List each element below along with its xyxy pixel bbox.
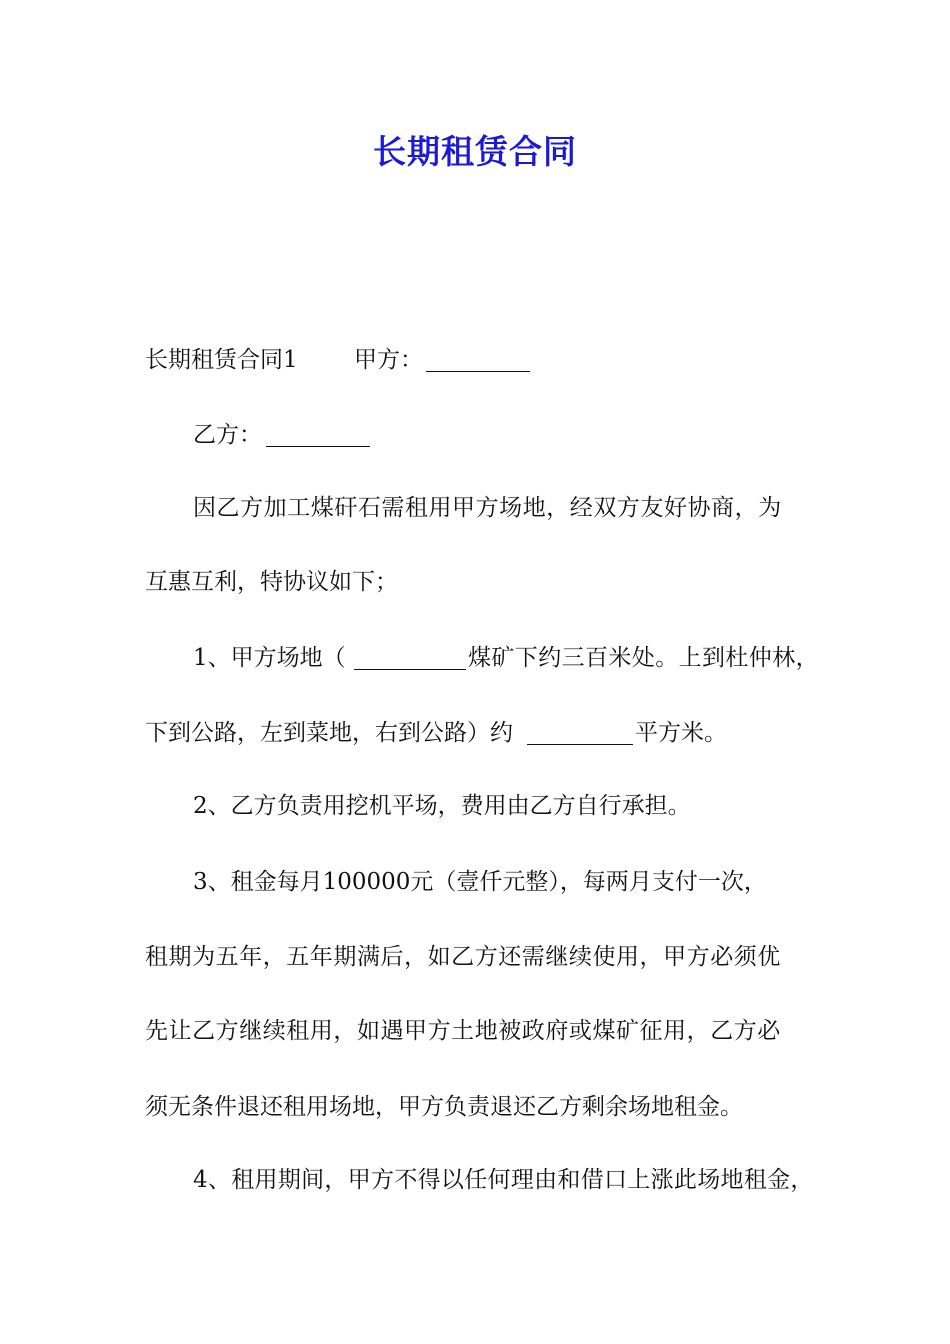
clause-3-text-1: 3、租金每月100000元（壹仟元整），每两月支付一次， — [193, 869, 767, 895]
clause-1-line-2 — [0, 713, 950, 753]
clause-3-line-3 — [0, 1011, 950, 1051]
intro-text-2: 互惠互利，特协议如下； — [145, 569, 398, 595]
intro-text-1: 因乙方加工煤矸石需租用甲方场地，经双方友好协商，为 — [193, 495, 782, 521]
clause-1-text-d: 平方米。 — [635, 720, 727, 746]
party-a-blank — [426, 370, 530, 372]
intro-line-1 — [0, 488, 950, 528]
party-b-blank — [266, 445, 370, 447]
clause-1-text-c: 下到公路，左到菜地，右到公路）约 — [145, 720, 513, 746]
clause-3-line-1 — [0, 862, 950, 902]
clause-3-text-3: 先让乙方继续租用，如遇甲方土地被政府或煤矿征用，乙方必 — [145, 1018, 781, 1044]
clause-1-line-1 — [0, 638, 950, 678]
party-b-line — [0, 415, 950, 455]
clause-4-line-1 — [0, 1160, 950, 1200]
clause-3-line-4 — [0, 1087, 950, 1127]
clause-3-line-2 — [0, 937, 950, 977]
area-blank — [527, 743, 633, 745]
clause-4-text-1: 4、租用期间，甲方不得以任何理由和借口上涨此场地租金， — [193, 1167, 814, 1193]
clause-3-text-2: 租期为五年，五年期满后，如乙方还需继续使用，甲方必须优 — [145, 944, 781, 970]
intro-line-2 — [0, 562, 950, 602]
clause-1-text-a: 1、甲方场地（ — [193, 645, 346, 671]
clause-1-text-b: 煤矿下约三百米处。上到杜仲林， — [468, 645, 819, 671]
clause-2-line — [0, 786, 950, 826]
document-title: 长期租赁合同 — [373, 132, 577, 171]
party-a-label: 甲方： — [354, 347, 423, 373]
heading-line — [0, 340, 950, 380]
clause-2-text: 2、乙方负责用挖机平场，费用由乙方自行承担。 — [193, 793, 691, 819]
contract-heading-label: 长期租赁合同1 — [145, 347, 298, 373]
party-b-label: 乙方： — [193, 422, 262, 448]
clause-3-text-4: 须无条件退还租用场地，甲方负责退还乙方剩余场地租金。 — [145, 1094, 743, 1120]
location-blank — [354, 668, 466, 670]
